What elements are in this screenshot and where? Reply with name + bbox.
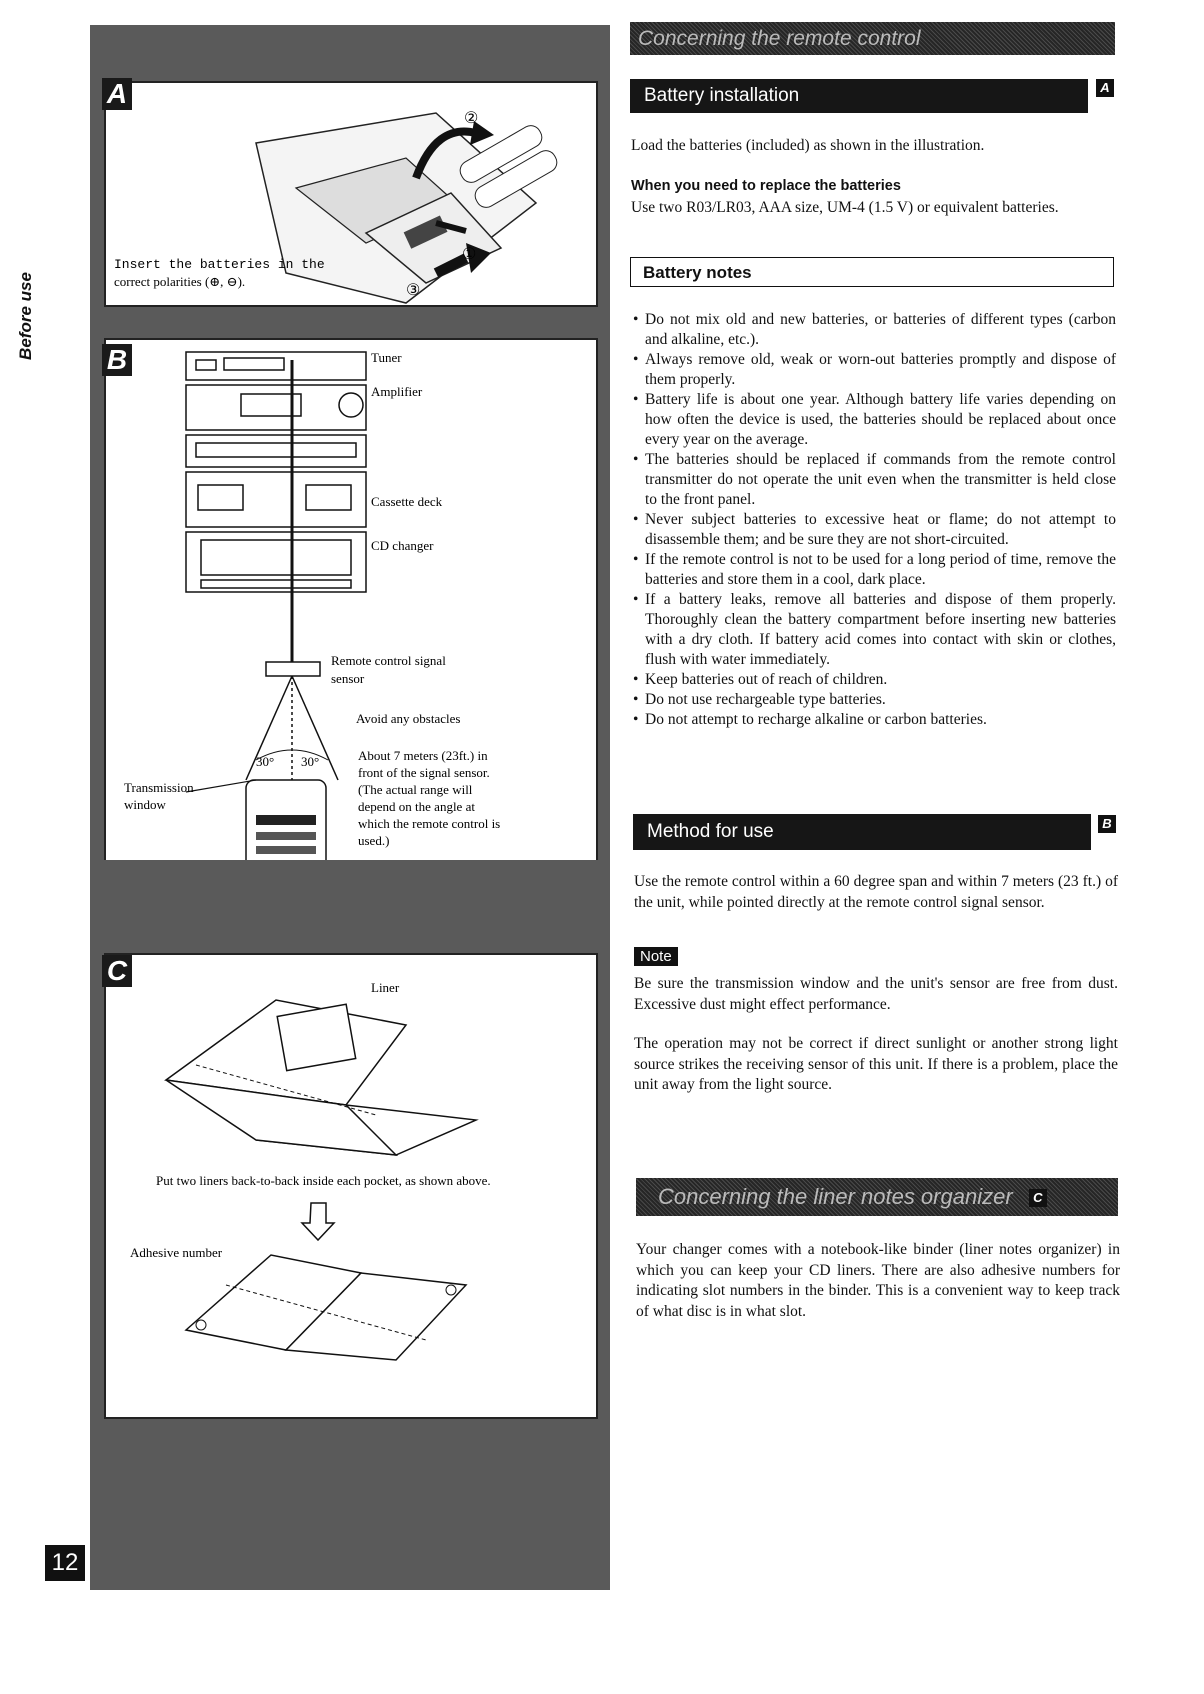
note-label: Note [634, 947, 678, 966]
range-line-6: used.) [358, 833, 390, 848]
panel-a [104, 81, 598, 307]
label-obstacles: Avoid any obstacles [356, 711, 461, 726]
liner-tag: C [1029, 1189, 1047, 1207]
panel-c-letter: C [102, 955, 132, 987]
label-liner: Liner [371, 980, 400, 995]
panel-a-caption-line1: Insert the batteries in the [114, 257, 325, 272]
battery-notes-list [633, 310, 1116, 730]
liner-organizer-illustration [106, 955, 596, 1417]
panel-a-caption-line2: correct polarities (⊕, ⊖). [114, 274, 246, 289]
label-window-line2: window [124, 797, 166, 812]
step-1-marker: ① [462, 246, 477, 263]
battery-installation-title: Battery installation [644, 85, 800, 106]
range-line-1: About 7 meters (23ft.) in [358, 748, 488, 763]
label-tuner: Tuner [371, 350, 402, 365]
panel-c-caption: Put two liners back-to-back inside each pocket, as shown above. [156, 1173, 491, 1188]
section-header-remote [630, 22, 1115, 55]
list-item: • If a battery leaks, remove all batteries and dispose of them properly. Thoroughly clean the battery compartment before inserting new batteries with a dry cloth. If battery acid comes into contact with skin or clothes, flush with water immediately. [633, 590, 1116, 670]
panel-b-letter: B [102, 344, 132, 376]
list-item: • The batteries should be replaced if commands from the remote control transmitter do not operate the unit even when the transmitter is held close to the front panel. [633, 450, 1116, 510]
list-item: • Never subject batteries to excessive heat or flame; do not attempt to disassemble them; and be sure they are not short-circuited. [633, 510, 1116, 550]
replace-text: Use two R03/LR03, AAA size, UM-4 (1.5 V) or equivalent batteries. [631, 199, 1059, 216]
signal-sensor-icon [266, 662, 320, 676]
label-sensor-line1: Remote control signal [331, 653, 446, 668]
liner-title: Concerning the liner notes organizer [658, 1184, 1013, 1209]
battery-installation-header [630, 79, 1088, 113]
remote-control-icon [246, 780, 326, 860]
list-item: • Do not attempt to recharge alkaline or carbon batteries. [633, 710, 1116, 730]
list-item: • If the remote control is not to be used for a long period of time, remove the batteries and store them in a cool, dark place. [633, 550, 1116, 590]
liner-header [636, 1178, 1118, 1216]
label-cd-changer: CD changer [371, 538, 434, 553]
range-line-5: which the remote control is [358, 816, 501, 831]
binder-open-icon [186, 1255, 466, 1360]
label-window-line1: Transmission [124, 780, 194, 795]
angle-left: 30° [256, 754, 275, 769]
step-3-marker: ③ [406, 282, 421, 299]
method-header [633, 814, 1091, 850]
side-label-text: Before use [15, 272, 35, 360]
method-text: Use the remote control within a 60 degree span and within 7 meters (23 ft.) of the unit, while pointed directly at the remote control signal sensor. [634, 873, 1118, 911]
note-text-2: The operation may not be correct if direct sunlight or another strong light source strikes the receiving sensor of this unit. If there is a problem, place the unit away from the light source. [634, 1035, 1118, 1093]
list-item: • Always remove old, weak or worn-out batteries promptly and dispose of them properly. [633, 350, 1116, 390]
illustration-column [90, 25, 610, 1590]
remote-range-illustration [106, 340, 596, 860]
range-line-2: front of the signal sensor. [358, 765, 490, 780]
page-number: 12 [45, 1545, 85, 1581]
down-arrow-icon [302, 1203, 334, 1240]
label-adhesive-number: Adhesive number [130, 1245, 223, 1260]
step-2-marker: ② [464, 110, 479, 127]
method-tag: B [1098, 815, 1116, 833]
range-line-4: depend on the angle at [358, 799, 475, 814]
list-item: • Battery life is about one year. Although battery life varies depending on how often the device is used, the batteries should be replaced about once every year on the average. [633, 390, 1116, 450]
range-line-3: (The actual range will [358, 782, 473, 797]
panel-a-letter: A [102, 78, 132, 110]
battery-notes-box [630, 257, 1114, 287]
label-amplifier: Amplifier [371, 384, 423, 399]
list-item: • Keep batteries out of reach of children. [633, 670, 1116, 690]
angle-right: 30° [301, 754, 320, 769]
panel-c [104, 953, 598, 1419]
method-title: Method for use [647, 821, 774, 842]
battery-insertion-illustration [106, 83, 596, 305]
list-item: • Do not use rechargeable type batteries. [633, 690, 1116, 710]
list-item: • Do not mix old and new batteries, or batteries of different types (carbon and alkaline, etc.). [633, 310, 1116, 350]
label-sensor-line2: sensor [331, 671, 365, 686]
section-header-remote-text: Concerning the remote control [638, 27, 921, 50]
label-cassette-deck: Cassette deck [371, 494, 443, 509]
note-flag [634, 948, 678, 966]
replace-heading: When you need to replace the batteries [631, 178, 901, 194]
stereo-system-icon [186, 352, 366, 592]
liner-text: Your changer comes with a notebook-like binder (liner notes organizer) in which you can keep your CD liners. There are also adhesive numbers for indicating slot numbers in the binder. This is a convenient way to keep track of what disc is in what slot. [636, 1241, 1120, 1320]
battery-notes-title: Battery notes [643, 263, 752, 282]
binder-icon [166, 1000, 476, 1155]
side-section-label [12, 268, 52, 368]
battery-installation-tag: A [1096, 79, 1114, 97]
panel-b [104, 338, 598, 860]
battery-intro: Load the batteries (included) as shown in the illustration. [631, 137, 985, 154]
note-text-1: Be sure the transmission window and the unit's sensor are free from dust. Excessive dust might effect performance. [634, 975, 1118, 1013]
